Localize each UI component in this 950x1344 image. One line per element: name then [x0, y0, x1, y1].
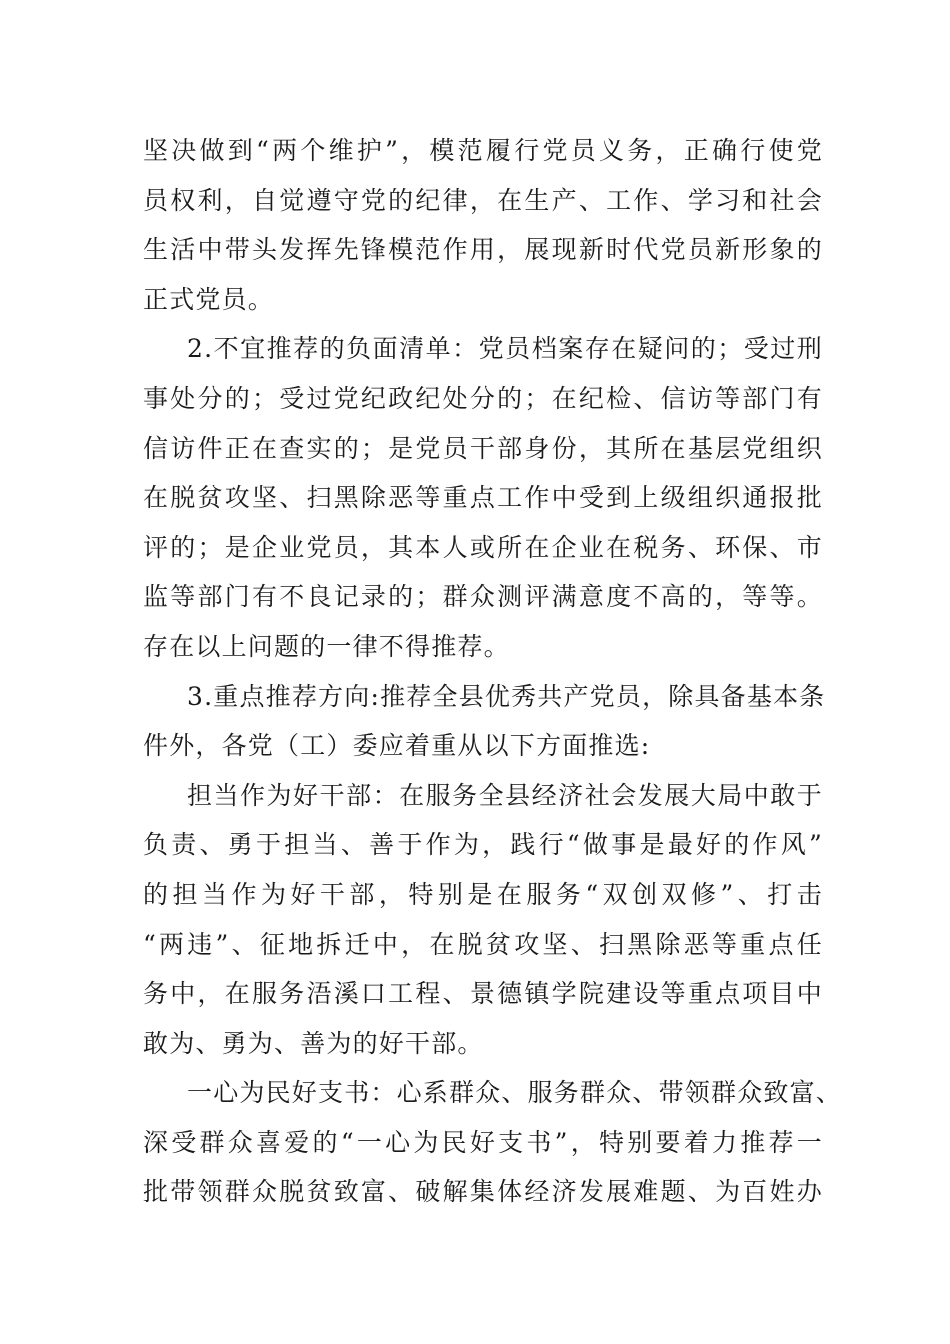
text-line: “两违”、征地拆迁中，在脱贫攻坚、扫黑除恶等重点任 [143, 929, 823, 959]
text-line: 事处分的；受过党纪政纪处分的；在纪检、信访等部门有 [143, 383, 823, 413]
text-line: 员权利，自觉遵守党的纪律，在生产、工作、学习和社会 [143, 185, 823, 215]
text-line: 在脱贫攻坚、扫黑除恶等重点工作中受到上级组织通报批 [143, 483, 823, 513]
text-line: 坚决做到“两个维护”，模范履行党员义务，正确行使党 [143, 136, 823, 165]
text-line: 担当作为好干部：在服务全县经济社会发展大局中敢于 [187, 780, 823, 810]
text-line: 3.重点推荐方向:推荐全县优秀共产党员，除具备基本条 [187, 681, 826, 711]
paragraph-key-directions [143, 672, 826, 771]
text-line: 敢为、勇为、善为的好干部。 [143, 1028, 484, 1058]
paragraph-good-secretary [143, 1068, 843, 1217]
text-line: 件外，各党（工）委应着重从以下方面推选: [143, 731, 651, 761]
text-line: 正式党员。 [143, 284, 275, 314]
text-line: 生活中带头发挥先锋模范作用，展现新时代党员新形象的 [143, 235, 823, 265]
paragraph-good-cadre [143, 771, 823, 1069]
text-line: 评的；是企业党员，其本人或所在企业在税务、环保、市 [143, 532, 823, 562]
text-line: 负责、勇于担当、善于作为，践行“做事是最好的作风” [143, 830, 823, 860]
text-line: 信访件正在查实的；是党员干部身份，其所在基层党组织 [143, 433, 823, 463]
text-line: 批带领群众脱贫致富、破解集体经济发展难题、为百姓办 [143, 1177, 823, 1207]
text-line: 一心为民好支书：心系群众、服务群众、带领群众致富、 [187, 1078, 843, 1108]
text-line: 存在以上问题的一律不得推荐。 [143, 631, 510, 661]
text-line: 2.不宜推荐的负面清单：党员档案存在疑问的；受过刑 [187, 334, 823, 364]
text-line: 务中，在服务浯溪口工程、景德镇学院建设等重点项目中 [143, 979, 823, 1009]
paragraph-negative-list [143, 324, 823, 671]
text-line: 的担当作为好干部，特别是在服务“双创双修”、打击 [143, 879, 823, 909]
text-line: 深受群众喜爱的“一心为民好支书”，特别要着力推荐一 [143, 1127, 823, 1157]
paragraph-party-member-standards [143, 126, 823, 324]
document-body [143, 126, 843, 1217]
text-line: 监等部门有不良记录的；群众测评满意度不高的，等等。 [143, 582, 823, 612]
